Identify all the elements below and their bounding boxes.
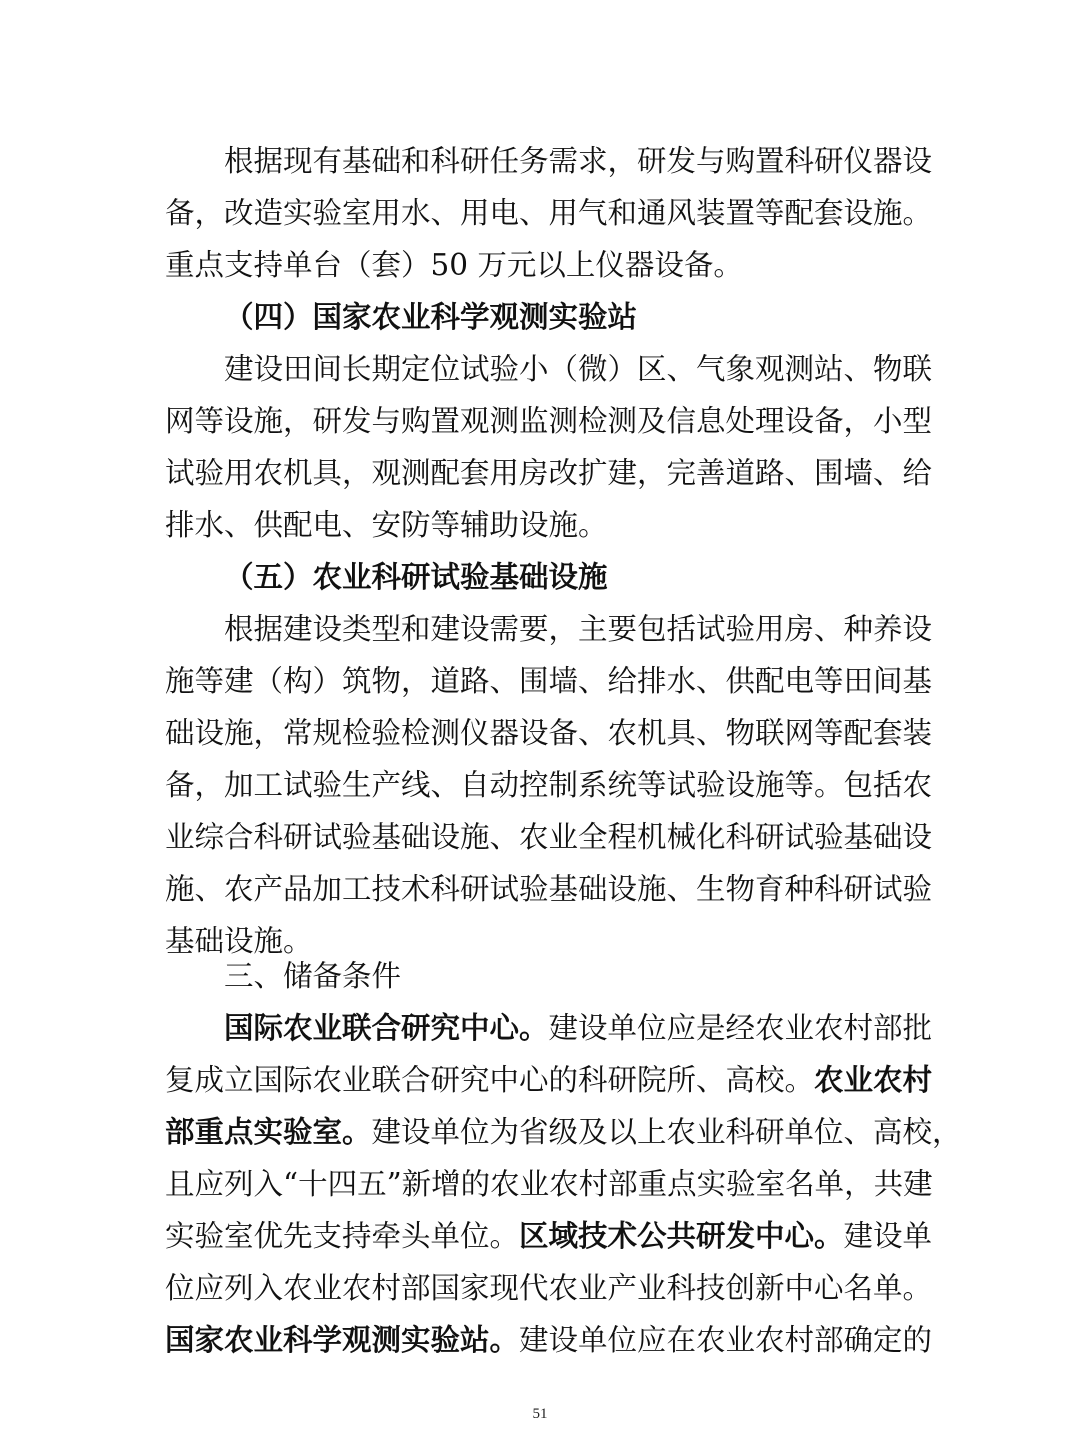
body-text-line: 建设田间长期定位试验小（微）区、气象观测站、物联 xyxy=(224,352,933,386)
body-text-line: 位应列入农业农村部国家现代农业产业科技创新中心名单。 xyxy=(165,1271,933,1305)
body-text-line: 础设施，常规检验检测仪器设备、农机具、物联网等配套装 xyxy=(165,716,933,750)
term-key-lab-part2: 部重点实验室。 xyxy=(165,1114,372,1149)
body-text-line: 备，改造实验室用水、用电、用气和通风装置等配套设施。 xyxy=(165,196,933,230)
body-text-line: 备，加工试验生产线、自动控制系统等试验设施等。包括农 xyxy=(165,768,933,802)
body-text-line: 业综合科研试验基础设施、农业全程机械化科研试验基础设 xyxy=(165,820,933,854)
chapter-heading: 三、储备条件 xyxy=(224,959,402,993)
text-segment: 建设单位应是经农业农村部批 xyxy=(548,1011,933,1045)
term-observation-station: 国家农业科学观测实验站。 xyxy=(165,1322,520,1357)
text-segment: 建设单 xyxy=(843,1219,933,1253)
text-segment: 实验室优先支持牵头单位。 xyxy=(165,1219,520,1253)
body-text-line xyxy=(165,1060,933,1100)
body-text-line: 根据建设类型和建设需要，主要包括试验用房、种养设 xyxy=(224,612,933,646)
text-segment: 建设单位为省级及以上农业科研单位、高校， xyxy=(371,1115,962,1149)
body-text-line xyxy=(224,1008,933,1048)
body-text-line: 排水、供配电、安防等辅助设施。 xyxy=(165,508,608,542)
body-text-line: 且应列入“十四五”新增的农业农村部重点实验室名单，共建 xyxy=(165,1167,933,1201)
term-international-center: 国际农业联合研究中心。 xyxy=(224,1010,549,1045)
body-text-line xyxy=(165,1112,962,1152)
body-text-line: 施、农产品加工技术科研试验基础设施、生物育种科研试验 xyxy=(165,872,933,906)
term-key-lab-part1: 农业农村 xyxy=(814,1062,933,1097)
section-heading-5: （五）农业科研试验基础设施 xyxy=(224,559,608,594)
body-text-line: 网等设施，研发与购置观测监测检测及信息处理设备，小型 xyxy=(165,404,933,438)
text-segment: 建设单位应在农业农村部确定的 xyxy=(519,1323,933,1357)
body-text-line: 试验用农机具，观测配套用房改扩建，完善道路、围墙、给 xyxy=(165,456,933,490)
section-heading-4: （四）国家农业科学观测实验站 xyxy=(224,299,638,334)
body-text-line xyxy=(165,1320,933,1360)
body-text-line: 施等建（构）筑物，道路、围墙、给排水、供配电等田间基 xyxy=(165,664,933,698)
body-text-line xyxy=(165,1216,933,1256)
page-number: 51 xyxy=(532,1406,548,1422)
body-text-line: 根据现有基础和科研任务需求，研发与购置科研仪器设 xyxy=(224,144,933,178)
body-text-line: 基础设施。 xyxy=(165,924,313,958)
term-regional-center: 区域技术公共研发中心。 xyxy=(519,1218,844,1253)
body-text-line: 重点支持单台（套）50 万元以上仪器设备。 xyxy=(165,248,743,282)
text-segment: 复成立国际农业联合研究中心的科研院所、高校。 xyxy=(165,1063,815,1097)
